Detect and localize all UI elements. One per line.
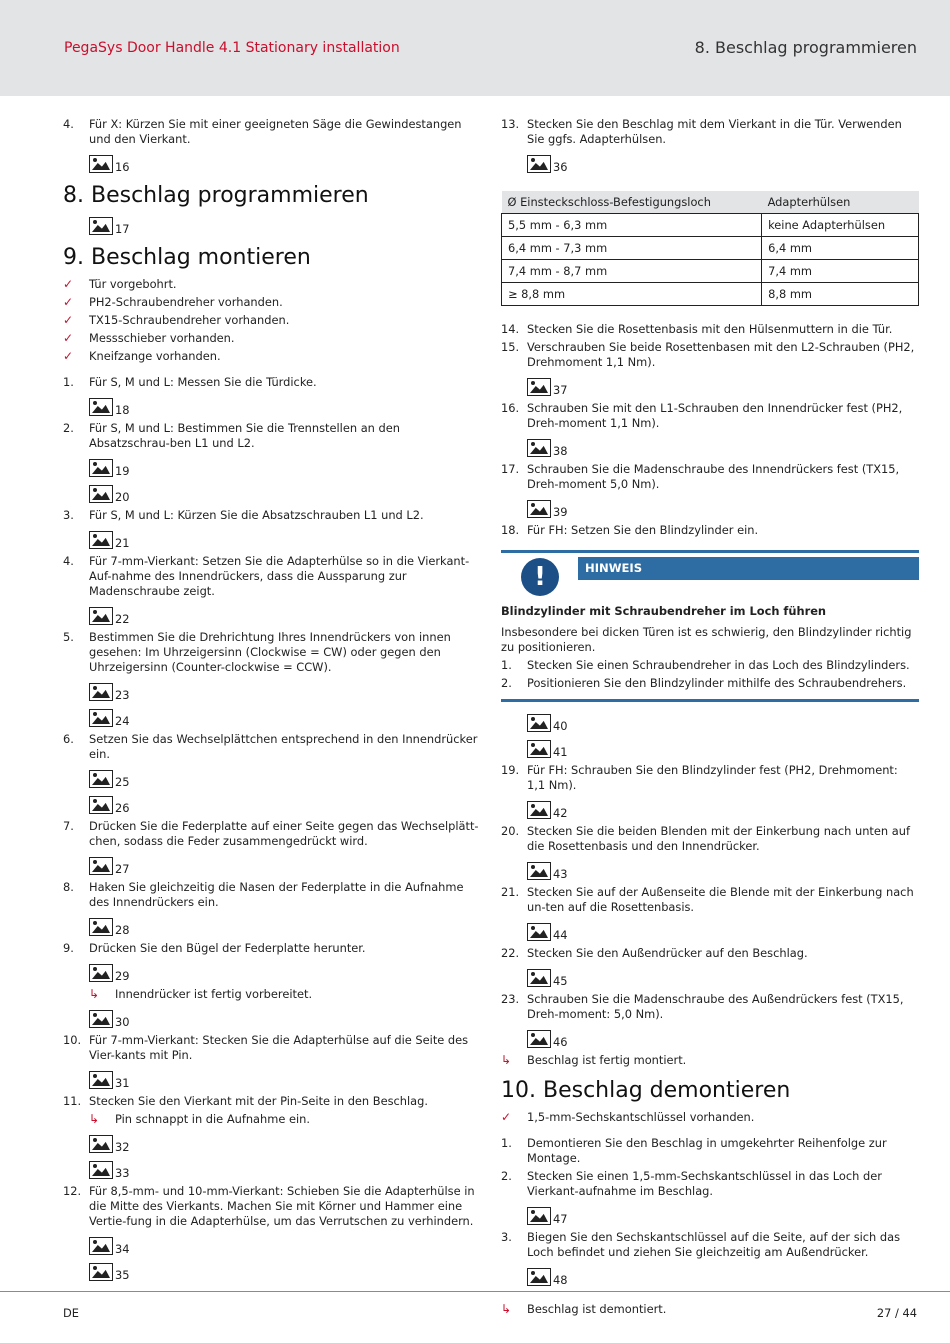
image-icon [89,1135,113,1153]
table-cell: 5,5 mm - 6,3 mm [502,214,762,237]
figure-placeholder [89,483,480,503]
spacer [63,364,480,372]
image-icon [527,1030,551,1048]
step-number: 15. [501,340,520,354]
step-number: 4. [63,554,74,568]
step-number: 7. [63,819,74,833]
figure-placeholder [89,1069,480,1089]
table-row [502,237,919,260]
figure-number: 37 [553,383,568,397]
figure-number: 39 [553,505,568,519]
figure-number: 18 [115,403,130,417]
figure-number: 30 [115,1015,130,1029]
image-icon [89,964,113,982]
table-cell: keine Adapterhülsen [762,214,919,237]
step-item [501,658,919,673]
step-number: 11. [63,1094,82,1108]
image-icon [527,378,551,396]
checklist-text: Messschieber vorhanden. [89,331,235,345]
result-text: Beschlag ist fertig montiert. [527,1053,687,1067]
image-icon [527,439,551,457]
figure-number: 25 [115,775,130,789]
figure-number: 44 [553,928,568,942]
step-text: Haken Sie gleichzeitig die Nasen der Federplatte in die Aufnahme des Innendrückers ein. [89,880,464,909]
figure-number: 24 [115,714,130,728]
figure-placeholder [89,457,480,477]
figure-number: 38 [553,444,568,458]
step-item [63,630,480,675]
table-cell: ≥ 8,8 mm [502,283,762,306]
step-number: 12. [63,1184,82,1198]
figure-placeholder [527,860,919,880]
note-header [501,550,919,592]
step-item [501,401,919,431]
page-header [0,0,950,96]
check-icon: ✓ [63,313,74,327]
step-number: 3. [501,1230,512,1244]
figure-number: 29 [115,969,130,983]
image-icon [89,1010,113,1028]
table-cell: 6,4 mm [762,237,919,260]
checklist-item [63,277,480,292]
note-box [501,550,919,702]
image-icon [89,918,113,936]
image-icon [89,770,113,788]
image-icon [527,500,551,518]
figure-placeholder [89,529,480,549]
step-item [63,819,480,849]
figure-placeholder [89,1261,480,1281]
step-number: 22. [501,946,520,960]
step-text: Drücken Sie die Federplatte auf einer Seite gegen das Wechselplätt-chen, sodass die Feder zusammengedrückt wird. [89,819,479,848]
figure-placeholder [89,962,480,982]
step-number: 5. [63,630,74,644]
checklist-text: Tür vorgebohrt. [89,277,177,291]
table-header-cell: Ø Einsteckschloss-Befestigungsloch [502,191,762,214]
image-icon [89,155,113,173]
figure-number: 46 [553,1035,568,1049]
step-item [63,508,480,523]
step-item [501,676,919,691]
figure-number: 32 [115,1140,130,1154]
step-number: 4. [63,117,74,131]
figure-placeholder [527,967,919,987]
step-text: Für FH: Schrauben Sie den Blindzylinder fest (PH2, Drehmoment: 1,1 Nm). [527,763,898,792]
figure-placeholder [89,215,480,235]
figure-number: 45 [553,974,568,988]
figure-number: 33 [115,1166,130,1180]
image-icon [89,398,113,416]
step-text: Stecken Sie den Beschlag mit dem Vierkant in die Tür. Verwenden Sie ggfs. Adapterhülsen. [527,117,902,146]
image-icon [89,857,113,875]
table-header-cell: Adapterhülsen [762,191,919,214]
step-text: Für FH: Setzen Sie den Blindzylinder ein. [527,523,759,537]
step-text: Drücken Sie den Bügel der Federplatte herunter. [89,941,366,955]
step-number: 1. [63,375,74,389]
image-icon [527,969,551,987]
step-item [63,375,480,390]
figure-placeholder [89,1235,480,1255]
image-icon [527,1268,551,1286]
image-icon [89,1237,113,1255]
figure-number: 41 [553,745,568,759]
left-column [63,114,480,1286]
step-item [501,1230,919,1260]
result-arrow-icon: ↳ [501,1053,512,1067]
image-icon [527,155,551,173]
figure-placeholder [89,768,480,788]
step-number: 3. [63,508,74,522]
step-text: Stecken Sie einen Schraubendreher in das Loch des Blindzylinders. [527,658,910,672]
step-number: 2. [63,421,74,435]
exclamation-icon: ! [521,558,559,596]
step-number: 16. [501,401,520,415]
figure-number: 47 [553,1212,568,1226]
figure-placeholder [527,1028,919,1048]
step-text: Für S, M und L: Messen Sie die Türdicke. [89,375,317,389]
figure-placeholder [527,437,919,457]
image-icon [527,801,551,819]
image-icon [89,709,113,727]
checklist-item [63,313,480,328]
step-text: Schrauben Sie die Madenschraube des Innendrückers fest (TX15, Dreh-moment 5,0 Nm). [527,462,900,491]
step-text: Stecken Sie die Rosettenbasis mit den Hülsenmuttern in die Tür. [527,322,893,336]
figure-number: 21 [115,536,130,550]
check-icon: ✓ [501,1110,512,1124]
step-number: 20. [501,824,520,838]
table-header-row [502,191,919,214]
result-item [501,1302,919,1317]
step-item [63,554,480,599]
image-icon [89,1263,113,1281]
figure-placeholder [89,153,480,173]
step-text: Stecken Sie die beiden Blenden mit der Einkerbung nach unten auf die Rosettenbasis und den Innendrücker. [527,824,910,853]
result-item [89,987,480,1002]
step-item [63,1094,480,1109]
figure-number: 22 [115,612,130,626]
figure-placeholder [527,921,919,941]
step-text: Stecken Sie einen 1,5-mm-Sechskantschlüssel in das Loch der Vierkant-aufnahme im Beschlag. [527,1169,882,1198]
checklist-text: PH2-Schraubendreher vorhanden. [89,295,283,309]
figure-number: 26 [115,801,130,815]
image-icon [89,459,113,477]
section-heading-9: 9. Beschlag montieren [63,245,311,270]
image-icon [89,485,113,503]
step-item [501,117,919,147]
figure-placeholder [89,1133,480,1153]
figure-placeholder [89,707,480,727]
section-heading-8: 8. Beschlag programmieren [63,183,369,208]
result-arrow-icon: ↳ [501,1302,512,1316]
image-icon [527,923,551,941]
step-number: 23. [501,992,520,1006]
footer-divider [0,1291,950,1292]
image-icon [89,683,113,701]
figure-number: 19 [115,464,130,478]
figure-placeholder [527,738,919,758]
table-row [502,283,919,306]
result-text: Pin schnappt in die Aufnahme ein. [115,1112,310,1126]
step-text: Für 8,5-mm- und 10-mm-Vierkant: Schieben Sie die Adapterhülse in die Mitte des Vierkants. Machen Sie mit Körner und Hammer eine Vertie-fung in die Adapterhülse, um das Verrutschen zu verhindern. [89,1184,475,1228]
step-text: Für 7-mm-Vierkant: Stecken Sie die Adapterhülse auf die Seite des Vier-kants mit Pin. [89,1033,469,1062]
figure-placeholder [89,681,480,701]
step-text: Positionieren Sie den Blindzylinder mithilfe des Schraubendrehers. [527,676,907,690]
figure-number: 16 [115,160,130,174]
step-item [63,117,480,147]
step-number: 8. [63,880,74,894]
check-icon: ✓ [63,331,74,345]
step-item [63,941,480,956]
step-item [501,340,919,370]
step-text: Stecken Sie auf der Außenseite die Blende mit der Einkerbung nach un-ten auf die Rosettenbasis. [527,885,914,914]
header-chapter-title: 8. Beschlag programmieren [694,38,917,57]
step-item [501,992,919,1022]
checklist-item [501,1110,919,1125]
image-icon [527,862,551,880]
figure-placeholder [527,376,919,396]
step-item [501,462,919,492]
step-number: 1. [501,1136,512,1150]
adapter-table [501,191,919,306]
footer-page-number: 27 / 44 [876,1306,917,1320]
figure-number: 28 [115,923,130,937]
step-item [501,1136,919,1166]
table-cell: 7,4 mm - 8,7 mm [502,260,762,283]
image-icon [89,1161,113,1179]
result-text: Beschlag ist demontiert. [527,1302,667,1316]
figure-number: 42 [553,806,568,820]
step-number: 19. [501,763,520,777]
result-item [89,1112,480,1127]
step-item [501,1169,919,1199]
step-number: 1. [501,658,512,672]
checklist-text: TX15-Schraubendreher vorhanden. [89,313,290,327]
step-number: 6. [63,732,74,746]
table-cell: 6,4 mm - 7,3 mm [502,237,762,260]
image-icon [89,607,113,625]
figure-placeholder [527,1266,919,1286]
figure-placeholder [89,916,480,936]
figure-number: 17 [115,222,130,236]
step-text: Bestimmen Sie die Drehrichtung Ihres Innendrückers von innen gesehen: Im Uhrzeigersinn (Clockwise = CW) oder gegen den Uhrzeigersinn (Counter-clockwise = CCW). [89,630,451,674]
footer-language: DE [63,1306,79,1320]
step-number: 18. [501,523,520,537]
result-text: Innendrücker ist fertig vorbereitet. [115,987,313,1001]
image-icon [89,531,113,549]
image-icon [89,1071,113,1089]
step-number: 21. [501,885,520,899]
checklist-text: 1,5-mm-Sechskantschlüssel vorhanden. [527,1110,755,1124]
note-title: Blindzylinder mit Schraubendreher im Loch führen [501,604,827,618]
step-text: Für 7-mm-Vierkant: Setzen Sie die Adapterhülse so in die Vierkant-Auf-nahme des Innendrückers, dass die Aussparung zur Madenschraube zeigt. [89,554,470,598]
figure-placeholder [527,799,919,819]
step-item [63,880,480,910]
step-item [63,732,480,762]
figure-number: 20 [115,490,130,504]
figure-number: 36 [553,160,568,174]
step-text: Für S, M und L: Kürzen Sie die Absatzschrauben L1 und L2. [89,508,424,522]
figure-number: 23 [115,688,130,702]
figure-placeholder [89,396,480,416]
figure-placeholder [89,794,480,814]
step-text: Stecken Sie den Vierkant mit der Pin-Seite in den Beschlag. [89,1094,429,1108]
step-item [501,523,919,538]
step-text: Verschrauben Sie beide Rosettenbasen mit den L2-Schrauben (PH2, Drehmoment 1,1 Nm). [527,340,915,369]
figure-placeholder [89,605,480,625]
step-text: Biegen Sie den Sechskantschlüssel auf die Seite, auf der sich das Loch befindet und ziehen Sie gleichzeitig am Außendrücker. [527,1230,901,1259]
step-number: 9. [63,941,74,955]
check-icon: ✓ [63,349,74,363]
spacer [501,1125,919,1133]
table-cell: 8,8 mm [762,283,919,306]
step-text: Schrauben Sie mit den L1-Schrauben den Innendrücker fest (PH2, Dreh-moment 1,1 Nm). [527,401,903,430]
step-number: 10. [63,1033,82,1047]
result-item [501,1053,919,1068]
note-bottom-rule [501,699,919,702]
note-label: HINWEIS [578,557,919,580]
image-icon [527,714,551,732]
figure-number: 31 [115,1076,130,1090]
step-item [63,1184,480,1229]
step-item [63,421,480,451]
figure-number: 27 [115,862,130,876]
note-text: Insbesondere bei dicken Türen ist es schwierig, den Blindzylinder richtig zu positionieren. [501,625,912,654]
right-column [501,114,919,1317]
step-number: 14. [501,322,520,336]
step-text: Setzen Sie das Wechselplättchen entsprechend in den Innendrücker ein. [89,732,478,761]
step-number: 17. [501,462,520,476]
figure-number: 43 [553,867,568,881]
step-item [501,322,919,337]
figure-number: 40 [553,719,568,733]
figure-placeholder [89,1159,480,1179]
check-icon: ✓ [63,277,74,291]
table-cell: 7,4 mm [762,260,919,283]
figure-placeholder [527,498,919,518]
table-row [502,260,919,283]
step-text: Schrauben Sie die Madenschraube des Außendrückers fest (TX15, Dreh-moment: 5,0 Nm). [527,992,904,1021]
checklist-item [63,331,480,346]
step-text: Demontieren Sie den Beschlag in umgekehrter Reihenfolge zur Montage. [527,1136,887,1165]
step-item [501,885,919,915]
checklist-text: Kneifzange vorhanden. [89,349,221,363]
image-icon [89,796,113,814]
step-item [501,824,919,854]
step-number: 13. [501,117,520,131]
step-text: Für X: Kürzen Sie mit einer geeigneten Säge die Gewindestangen und den Vierkant. [89,117,462,146]
figure-placeholder [89,1008,480,1028]
step-item [501,763,919,793]
step-item [63,1033,480,1063]
result-arrow-icon: ↳ [89,987,100,1001]
figure-placeholder [527,1205,919,1225]
step-text: Stecken Sie den Außendrücker auf den Beschlag. [527,946,808,960]
step-number: 2. [501,676,512,690]
result-arrow-icon: ↳ [89,1112,100,1126]
image-icon [89,217,113,235]
spacer [501,1291,919,1299]
image-icon [527,740,551,758]
figure-number: 48 [553,1273,568,1287]
figure-number: 35 [115,1268,130,1282]
figure-placeholder [527,712,919,732]
figure-number: 34 [115,1242,130,1256]
table-row [502,214,919,237]
image-icon [527,1207,551,1225]
checklist-item [63,349,480,364]
step-item [501,946,919,961]
header-product-title: PegaSys Door Handle 4.1 Stationary installation [64,40,400,56]
figure-placeholder [89,855,480,875]
checklist-item [63,295,480,310]
section-heading-10: 10. Beschlag demontieren [501,1078,791,1103]
step-number: 2. [501,1169,512,1183]
check-icon: ✓ [63,295,74,309]
step-text: Für S, M und L: Bestimmen Sie die Trennstellen an den Absatzschrau-ben L1 und L2. [89,421,400,450]
note-top-rule [501,550,919,553]
figure-placeholder [527,153,919,173]
